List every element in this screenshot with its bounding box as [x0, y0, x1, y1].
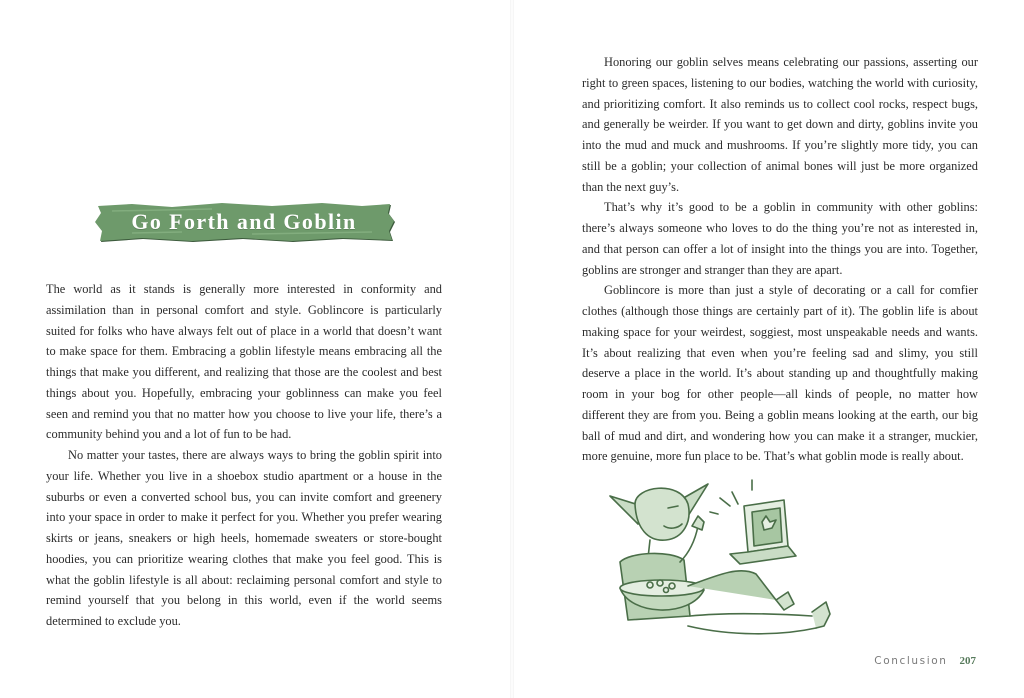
paragraph: The world as it stands is generally more interested in conformity and assimilation than in personal comfort and style. Goblincore is particularly suited for folks who have always felt out of place in a world that doesn’t want to make space for them. Embracing a goblin lifestyle means embracing all the things that make you different, and realizing that those are the coolest and best things about you. Hopefully, embracing your goblinness can make you feel seen and remind you that no matter how you choose to live your life, there’s a community behind you and a lot of fun to be had. [46, 282, 442, 442]
goblin-with-laptop-illustration [580, 466, 880, 650]
chapter-heading-banner [92, 201, 396, 243]
page-number: 207 [959, 655, 976, 667]
goblin-laptop-icon [580, 466, 880, 650]
right-body-text [582, 52, 978, 467]
footer-section-label: Conclusion [874, 655, 948, 667]
paragraph: Goblincore is more than just a style of decorating or a call for comfier clothes (although those things are certainly part of it). The goblin life is about making space for your weirdest, soggiest, most unspeakable needs and wants. It’s about realizing that even when you’re feeling sad and slimy, you still deserve a place in the world. It’s about standing up and thoughtfully making room in your bog for other people—all kinds of people, no matter how different they are from you. Being a goblin means looking at the earth, our big ball of mud and dirt, and wondering how you can make it a stranger, muckier, more genuine, more fun place to be. That’s what goblin mode is really about. [582, 283, 978, 464]
page-footer [874, 655, 976, 667]
right-page [512, 0, 1024, 698]
chapter-heading: Go Forth and Goblin [131, 209, 357, 234]
paragraph: No matter your tastes, there are always ways to bring the goblin spirit into your life. Whether you live in a shoebox studio apartment or a house in the suburbs or even a converted school bus, you can invite comfort and greenery into your space in order to make it perfect for you. Whether you prefer wearing skirts or jeans, sneakers or high heels, homemade sweaters or store-bought hoodies, you can prioritize wearing clothes that make you feel good. This is what the goblin lifestyle is all about: reclaiming personal comfort and style to remind yourself that you belong in this world, even if the world seems determined to exclude you. [46, 448, 442, 628]
left-body-text [46, 279, 442, 632]
paragraph: That’s why it’s good to be a goblin in community with other goblins: there’s always someone who loves to do the thing you’re not as interested in, and that person can offer a lot of insight into the things you are into. Together, goblins are stronger and stranger than they are apart. [582, 200, 978, 277]
paragraph: Honoring our goblin selves means celebrating our passions, asserting our right to green spaces, listening to our bodies, watching the world with curiosity, and prioritizing comfort. It also reminds us to collect cool rocks, respect bugs, and generally be weirder. If you want to get down and dirty, goblins invite you into the mud and muck and mushrooms. If you’re slightly more tidy, you can still be a goblin; your collection of animal bones will just be more organized than the next guy’s. [582, 55, 978, 194]
